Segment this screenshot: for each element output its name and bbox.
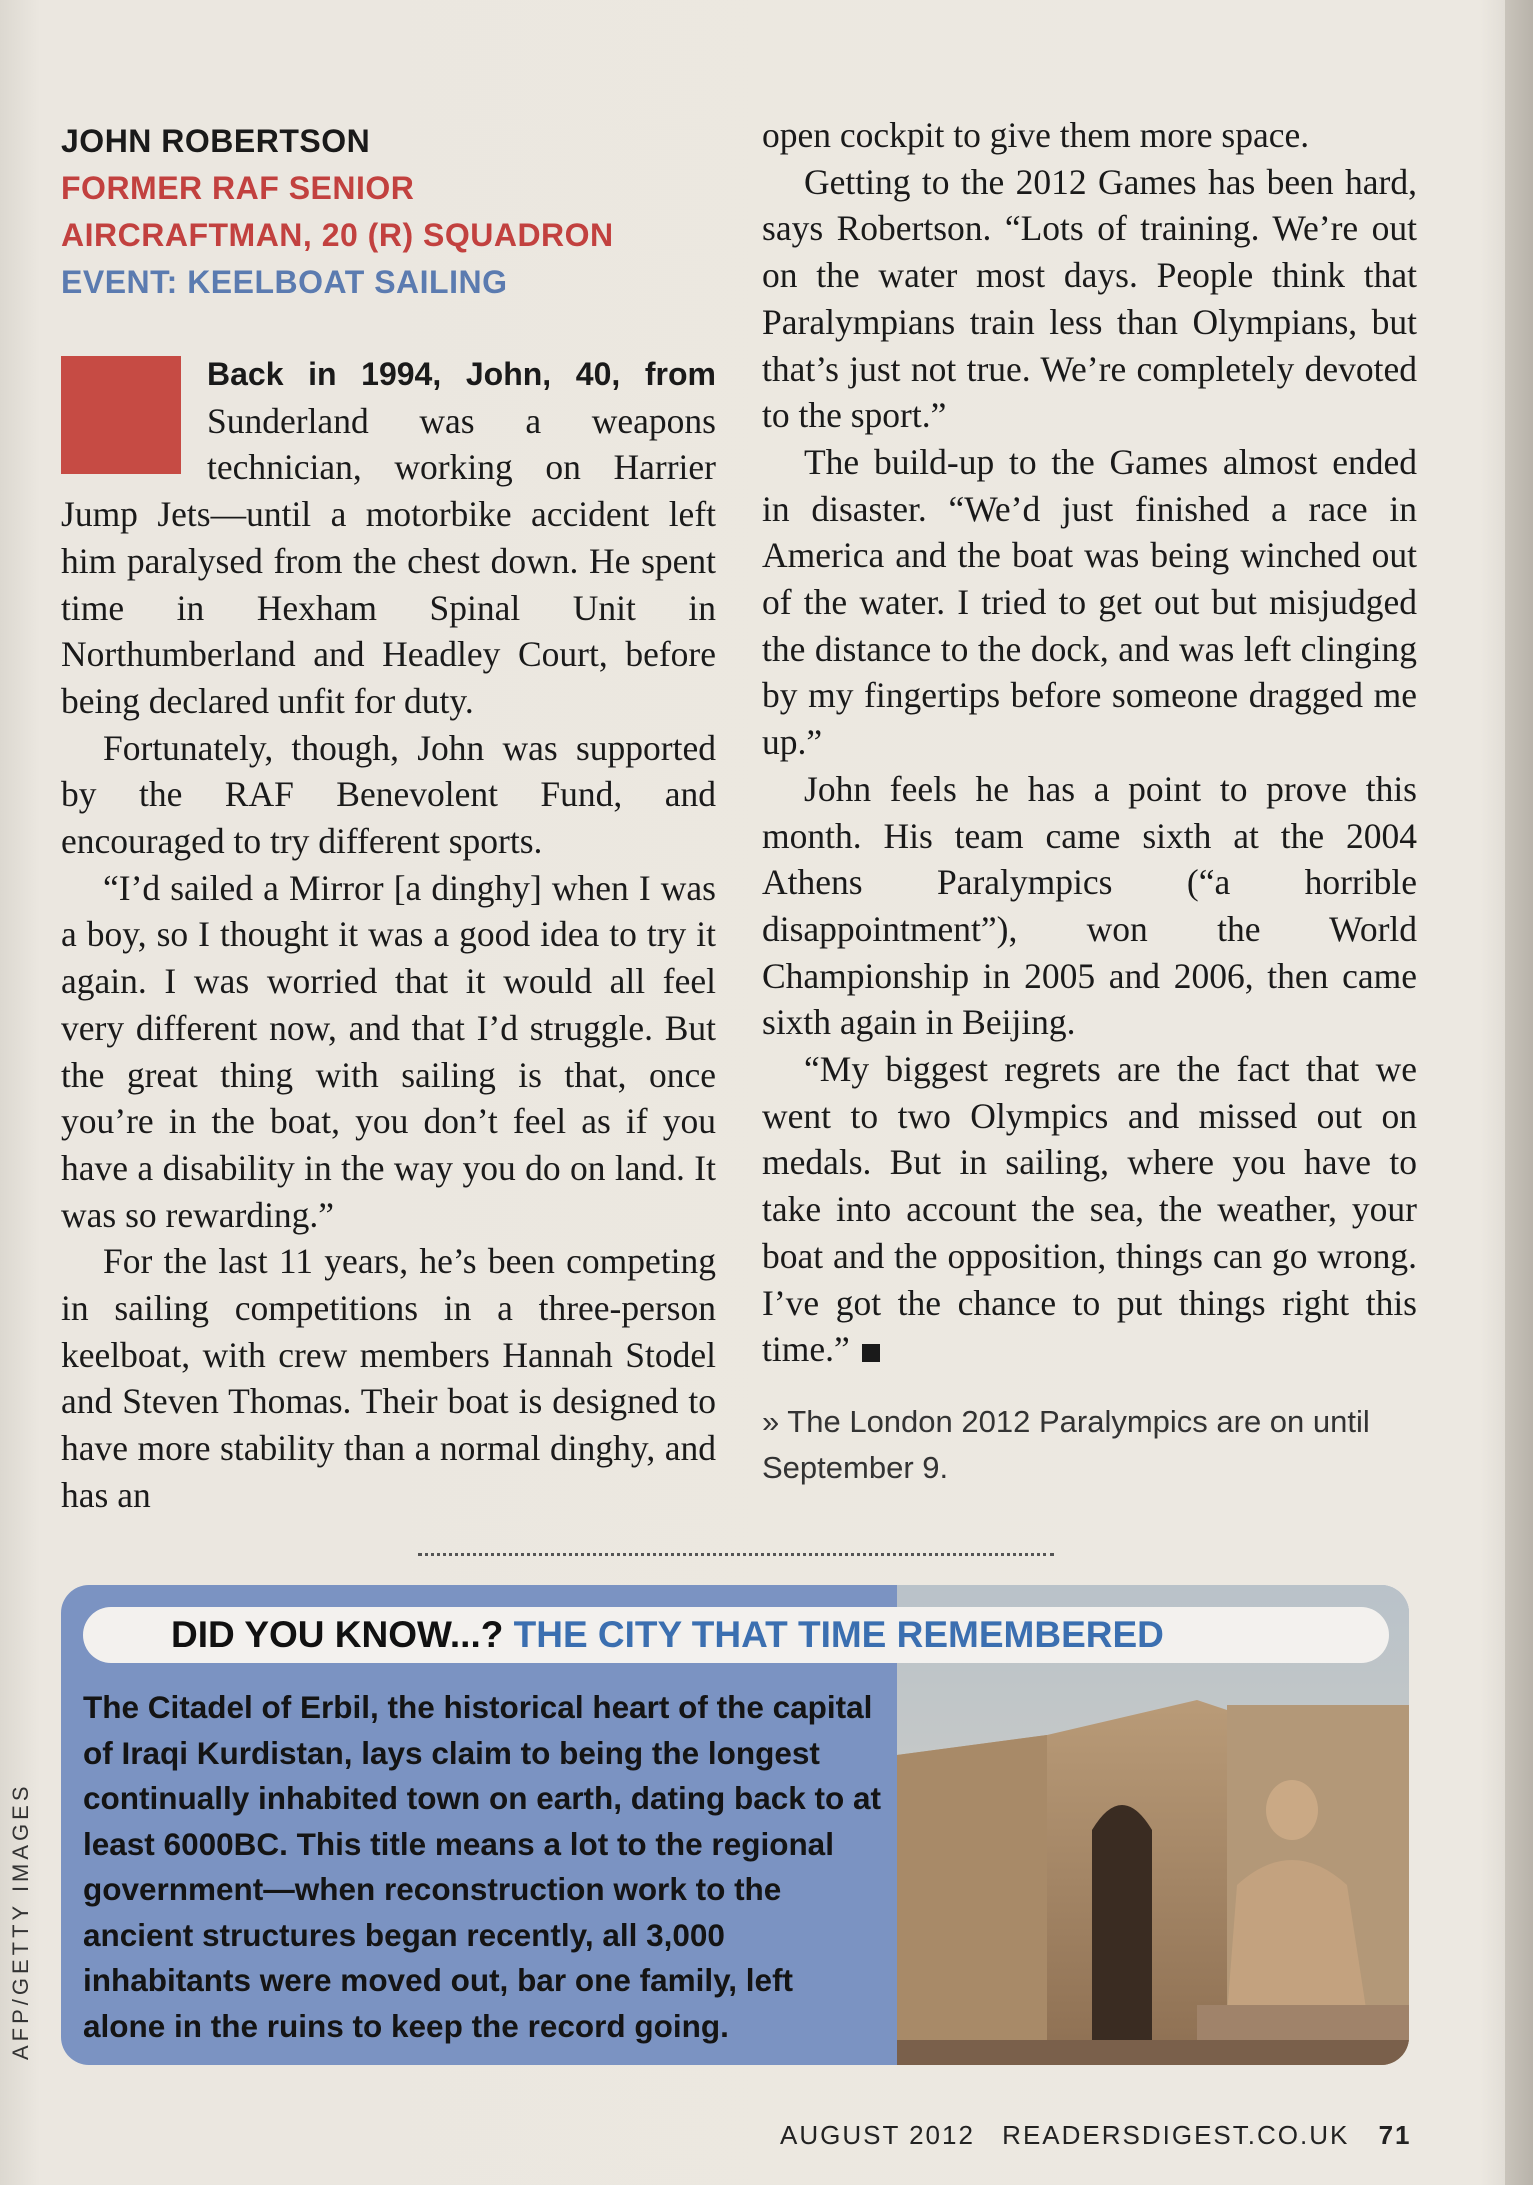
did-you-know-box xyxy=(61,1585,1409,2065)
lead-bold-text: Back in 1994, John, 40, from xyxy=(207,356,716,392)
paragraph-5: open cockpit to give them more space. xyxy=(762,115,1310,155)
article-body-left xyxy=(61,350,716,1519)
drop-cap-block xyxy=(61,356,181,474)
left-column xyxy=(61,118,716,1519)
paragraph-2: Fortunately, though, John was supported by the RAF Benevolent Fund, and encouraged to try different sports. xyxy=(61,727,716,862)
footer-issue: AUGUST 2012 xyxy=(780,2120,975,2150)
paragraph-9-text: “My biggest regrets are the fact that we went to two Olympics and missed out on medals. But in sailing, where you have to take into account the sea, the weather, your boat and the opposition, things can go wrong. I’ve got the chance to put things right this time.” xyxy=(762,1049,1417,1370)
event-date-note: » The London 2012 Paralympics are on until September 9. xyxy=(762,1403,1370,1485)
photo-credit: AFP/GETTY IMAGES xyxy=(8,1782,33,2060)
paragraph-3: “I’d sailed a Mirror [a dinghy] when I was a boy, so I thought it was a good idea to try it again. I was worried that it would all feel very different now, and that I’d struggle. But the great thing with sailing is that, once you’re in the boat, you don’t feel as if you have a disability in the way you do on land. It was so rewarding.” xyxy=(61,867,716,1235)
page-binding-edge xyxy=(1505,0,1533,2185)
paragraph-7: The build-up to the Games almost ended in disaster. “We’d just finished a race in America and the boat was being winched out of the water. I tried to get out but misjudged the distance to the dock, and was left clinging by my fingertips before someone dragged me up.” xyxy=(762,441,1417,763)
paragraph-8: John feels he has a point to prove this month. His team came sixth at the 2004 Athens Paralympics (“a horrible disappointment”), won the World Championship in 2005 and 2006, then came sixth again in Beijing. xyxy=(762,768,1417,1043)
did-you-know-banner xyxy=(83,1607,1389,1663)
did-you-know-title: THE CITY THAT TIME REMEMBERED xyxy=(513,1614,1164,1655)
did-you-know-label: DID YOU KNOW...? xyxy=(171,1614,504,1655)
profile-role-line-2: AIRCRAFTMAN, 20 (R) SQUADRON xyxy=(61,217,614,253)
paragraph-4: For the last 11 years, he’s been competing in sailing competitions in a three-person keelboat, with crew members Hannah Stodel and Steven Thomas. Their boat is designed to have more stability than a normal dinghy, and has an xyxy=(61,1241,716,1515)
end-mark-icon xyxy=(862,1344,880,1362)
profile-role-line-1: FORMER RAF SENIOR xyxy=(61,170,415,206)
right-column xyxy=(762,115,1417,1491)
profile-event: EVENT: KEELBOAT SAILING xyxy=(61,264,508,300)
profile-name: JOHN ROBERTSON xyxy=(61,123,371,159)
section-divider xyxy=(418,1553,1054,1556)
lead-paragraph-text: Sunderland was a weapons technician, working on Harrier Jump Jets—until a motorbike accident left him paralysed from the chest down. He spent time in Hexham Spinal Unit in Northumberland and Headley Court, before being declared unfit for duty. xyxy=(61,400,716,721)
paragraph-6: Getting to the 2012 Games has been hard, says Robertson. “Lots of training. We’re out on the water most days. People think that Paralympians train less than Olympians, but that’s just not true. We’re completely devoted to the sport.” xyxy=(762,161,1417,436)
article-body-right xyxy=(762,112,1417,1373)
paragraph-9 xyxy=(762,1046,1417,1373)
footer-site: READERSDIGEST.CO.UK xyxy=(1002,2120,1350,2150)
did-you-know-text: The Citadel of Erbil, the historical heart of the capital of Iraqi Kurdistan, lays claim to being the longest continually inhabited town on earth, dating back to at least 6000BC. This title means a lot to the regional government—when reconstruction work to the ancient structures began recently, all 3,000 inhabitants were moved out, bar one family, left alone in the ruins to keep the record going. xyxy=(83,1689,882,2044)
page-footer xyxy=(780,2120,1412,2151)
page-number: 71 xyxy=(1378,2120,1412,2150)
